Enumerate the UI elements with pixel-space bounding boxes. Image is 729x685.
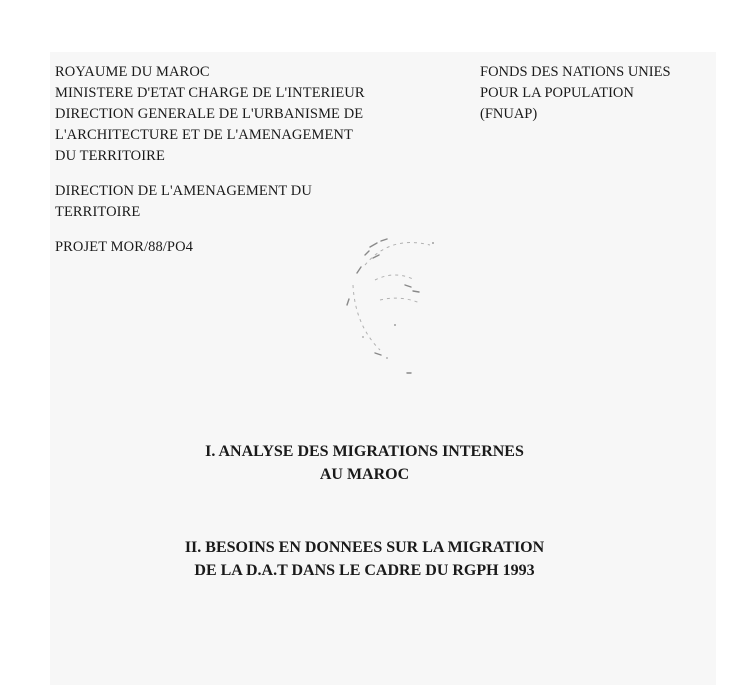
direction-line-2: TERRITOIRE bbox=[55, 204, 141, 220]
org-line-architecture: L'ARCHITECTURE ET DE L'AMENAGEMENT bbox=[55, 127, 353, 143]
org-line-territory: DU TERRITOIRE bbox=[55, 148, 165, 164]
title-part-1-line-2: AU MAROC bbox=[319, 466, 410, 483]
org-line-kingdom: ROYAUME DU MAROC bbox=[55, 64, 210, 80]
project-code: PROJET MOR/88/PO4 bbox=[55, 239, 194, 255]
faded-stamp bbox=[335, 225, 465, 375]
fund-line-1: FONDS DES NATIONS UNIES bbox=[480, 64, 671, 80]
header-right-block bbox=[480, 62, 720, 125]
title-part-1 bbox=[0, 440, 729, 486]
org-line-general-direction: DIRECTION GENERALE DE L'URBANISME DE bbox=[55, 106, 364, 122]
fund-line-2: POUR LA POPULATION bbox=[480, 85, 634, 101]
title-part-2-line-1: II. BESOINS EN DONNEES SUR LA MIGRATION bbox=[184, 539, 545, 556]
title-part-1-line-1: I. ANALYSE DES MIGRATIONS INTERNES bbox=[205, 443, 524, 460]
direction-line-1: DIRECTION DE L'AMENAGEMENT DU bbox=[55, 183, 312, 199]
fund-line-3: (FNUAP) bbox=[480, 106, 538, 122]
title-part-2 bbox=[0, 536, 729, 582]
org-line-ministry: MINISTERE D'ETAT CHARGE DE L'INTERIEUR bbox=[55, 85, 365, 101]
title-part-2-line-2: DE LA D.A.T DANS LE CADRE DU RGPH 1993 bbox=[194, 562, 535, 579]
